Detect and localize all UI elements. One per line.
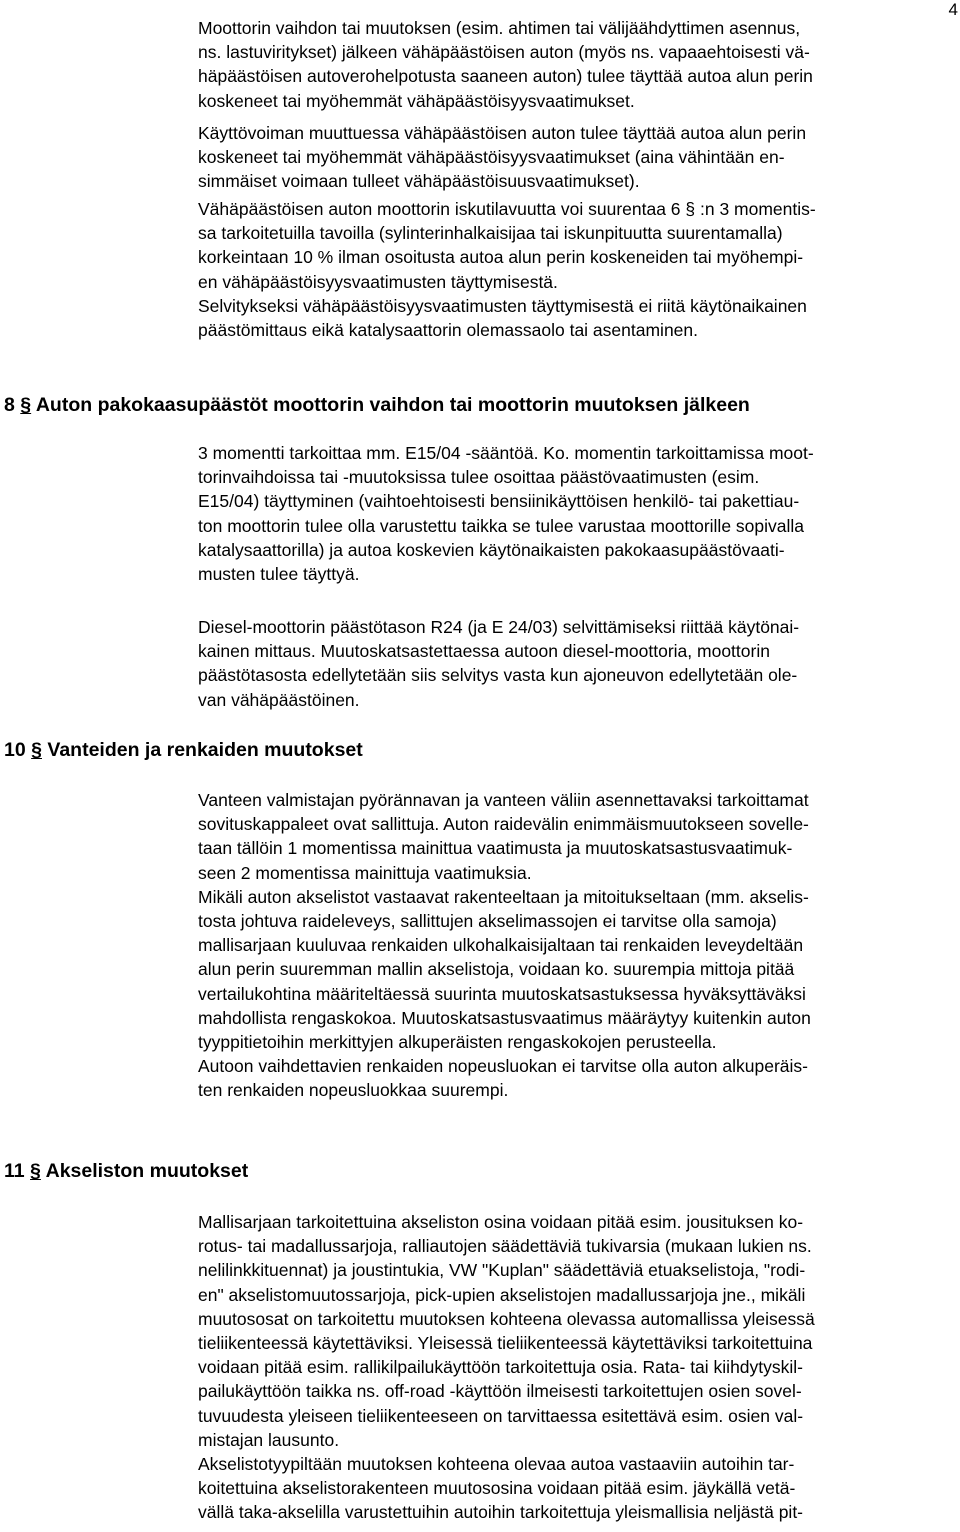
text-line: alun perin suuremman mallin akselistoja, voidaan ko. suurempia mittoja pitää xyxy=(198,959,795,980)
text-line: torinvaihdoissa tai -muutoksissa tulee osoittaa päästövaatimusten (esim. xyxy=(198,467,760,488)
text-line: Diesel-moottorin päästötason R24 (ja E 24/03) selvittämiseksi riittää käytönai- xyxy=(198,617,800,637)
text-line: korkeintaan 10 % ilman osoitusta autoa alun perin koskeneiden tai myöhempi- xyxy=(198,247,804,268)
text-line: koitettuina akselistorakenteen muutososina voidaan pitää esim. jäykällä vetä- xyxy=(198,1478,796,1499)
text-line: muutososat on tarkoitettu muutoksen kohteena olevassa automallissa yleisessä xyxy=(198,1308,815,1329)
text-line: päästötasosta edellytetään siis selvitys vasta kun ajoneuvon edellytetään ole- xyxy=(198,665,798,686)
text-line: tyyppitietoihin merkittyjen alkuperäisten rengaskokojen perusteella. xyxy=(198,1032,717,1053)
intro-paragraph xyxy=(198,121,958,194)
text-line: sovituskappaleet ovat sallittuja. Auton raidevälin enimmäismuutokseen sovelle- xyxy=(198,814,809,835)
section-heading xyxy=(4,738,363,762)
text-line: koskeneet tai myöhemmät vähäpäästöisyysvaatimukset (aina vähintään en- xyxy=(198,147,785,168)
text-line: Vähäpäästöisen auton moottorin iskutilavuutta voi suurentaa 6 § :n 3 momentis- xyxy=(198,199,816,219)
text-line: päästömittaus eikä katalysaattorin olemassaolo tai asentaminen. xyxy=(198,320,698,341)
text-line: Mallisarjaan tarkoitettuina akseliston osina voidaan pitää esim. jousituksen ko- xyxy=(198,1212,804,1232)
text-line: en vähäpäästöisyysvaatimusten täyttymisestä. xyxy=(198,271,558,292)
intro-paragraph xyxy=(198,294,958,342)
section-number: 11 xyxy=(4,1160,25,1182)
text-line: mahdollista rengaskokoa. Muutoskatsastusvaatimus määräytyy kuitenkin auton xyxy=(198,1007,811,1028)
text-line: van vähäpäästöinen. xyxy=(198,689,360,710)
text-line: rotus- tai madallussarjoja, ralliautojen säädettäviä tukivarsia (mukaan lukien ns. xyxy=(198,1236,812,1257)
section-paragraph xyxy=(198,441,958,586)
text-line: vertailukohtina määriteltäessä suurinta muutoskatsastuksessa hyväksyttäväksi xyxy=(198,983,806,1004)
text-line: nelilinkkituennat) ja joustintukia, VW "Kuplan" säädettäviä etuakselistoja, "rodi- xyxy=(198,1260,806,1281)
text-line: ton moottorin tulee olla varustettu taikka se tulee varustaa moottorille sopivalla xyxy=(198,515,805,536)
intro-paragraph xyxy=(198,16,958,113)
page-number: 4 xyxy=(948,0,958,19)
text-line: seen 2 momentissa mainittuja vaatimuksia. xyxy=(198,862,532,883)
text-line: Vanteen valmistajan pyörännavan ja vanteen väliin asennettavaksi tarkoittamat xyxy=(198,790,809,810)
text-line: taan tällöin 1 momentissa mainittua vaatimusta ja muutoskatsastusvaatimuk- xyxy=(198,838,793,859)
text-line: mistajan lausunto. xyxy=(198,1429,340,1450)
text-line: voidaan pitää esim. rallikilpailukäyttöön tarkoitettuja osia. Rata- tai kiihdytyskil- xyxy=(198,1357,803,1378)
section-paragraph xyxy=(198,615,958,712)
text-line: häpäästöisen autoverohelpotusta saaneen auton) tulee täyttää autoa alun perin xyxy=(198,66,813,87)
text-line: tieliikenteessä käytettäviksi. Yleisessä tieliikenteessä käytettäviksi tarkoitettuina xyxy=(198,1333,813,1354)
section-number: 10 xyxy=(4,739,26,761)
text-line: E15/04) täyttyminen (vaihtoehtoisesti bensiinikäyttöisen henkilö- tai pakettiau- xyxy=(198,491,800,512)
text-line: vällä taka-akselilla varustettuihin autoihin tarkoitettuja yleismallisia neljästä pit- xyxy=(198,1502,804,1523)
section-sign: § xyxy=(31,739,42,761)
text-line: tuvuudesta yleiseen tieliikenteeseen on tarvittaessa esitettävä esim. osien val- xyxy=(198,1405,804,1426)
text-line: tosta johtuva raideleveys, sallittujen akselimassojen ei tarvitse olla samoja) xyxy=(198,911,777,932)
text-line: 3 momentti tarkoittaa mm. E15/04 -sääntöä. Ko. momentin tarkoittamissa moot- xyxy=(198,443,814,463)
text-line: Käyttövoiman muuttuessa vähäpäästöisen auton tulee täyttää autoa alun perin xyxy=(198,123,807,143)
text-line: sa tarkoitetuilla tavoilla (sylinterinhalkaisijaa tai iskunpituutta suurentamalla) xyxy=(198,223,783,244)
section-heading xyxy=(4,393,750,417)
section-title: Auton pakokaasupäästöt moottorin vaihdon tai moottorin muutoksen jälkeen xyxy=(35,394,750,416)
text-line: Selvitykseksi vähäpäästöisyysvaatimusten täyttymisestä ei riitä käytönaikainen xyxy=(198,296,807,316)
section-paragraph xyxy=(198,1210,958,1525)
text-line: kainen mittaus. Muutoskatsastettaessa autoon diesel-moottoria, moottorin xyxy=(198,641,770,662)
section-title: Vanteiden ja renkaiden muutokset xyxy=(47,739,363,761)
text-line: koskeneet tai myöhemmät vähäpäästöisyysvaatimukset. xyxy=(198,90,635,111)
text-line: musten tulee täyttyä. xyxy=(198,564,360,585)
text-line: Mikäli auton akselistot vastaavat rakenteeltaan ja mitoitukseltaan (mm. akselis- xyxy=(198,886,809,907)
text-line: simmäiset voimaan tulleet vähäpäästöisuusvaatimukset). xyxy=(198,171,640,192)
text-line: katalysaattorilla) ja autoa koskevien käytönaikaisten pakokaasupäästövaati- xyxy=(198,539,785,560)
text-line: mallisarjaan kuuluvaa renkaiden ulkohalkaisijaltaan tai renkaiden leveydeltään xyxy=(198,935,804,956)
text-line: pailukäyttöön taikka ns. off-road -käyttöön ilmeisesti tarkoitettujen osien sovel- xyxy=(198,1381,802,1402)
section-paragraph xyxy=(198,788,958,1103)
section-sign: § xyxy=(20,394,32,416)
text-line: Autoon vaihdettavien renkaiden nopeusluokan ei tarvitse olla auton alkuperäis- xyxy=(198,1056,808,1077)
text-line: Moottorin vaihdon tai muutoksen (esim. ahtimen tai välijäähdyttimen asennus, xyxy=(198,18,801,38)
section-sign: § xyxy=(30,1160,41,1182)
text-line: Akselistotyypiltään muutoksen kohteena olevaa autoa vastaaviin autoihin tar- xyxy=(198,1454,795,1475)
text-line: ten renkaiden nopeusluokkaa suurempi. xyxy=(198,1080,509,1101)
text-line: ns. lastuviritykset) jälkeen vähäpäästöisen auton (myös ns. vapaaehtoisesti vä- xyxy=(198,42,810,63)
section-heading xyxy=(4,1159,248,1183)
section-number: 8 xyxy=(4,394,15,416)
section-title: Akseliston muutokset xyxy=(45,1160,249,1182)
text-line: en" akselistomuutossarjoja, pick-upien akselistojen madallussarjoja jne., mikäli xyxy=(198,1284,806,1305)
intro-paragraph xyxy=(198,197,958,294)
